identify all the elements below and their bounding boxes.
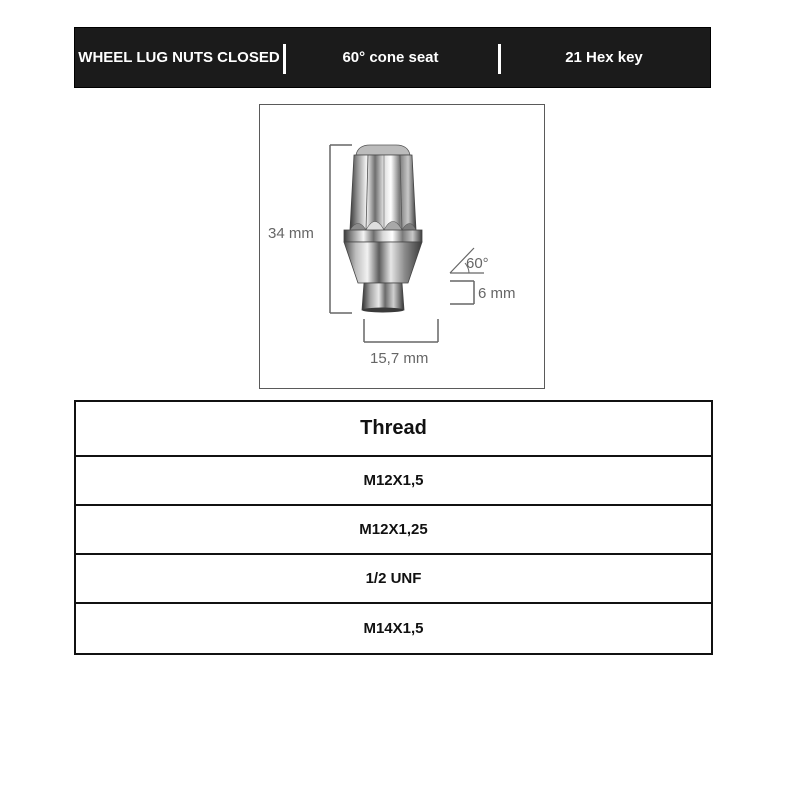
header-product-type-label: WHEEL LUG NUTS CLOSED: [78, 49, 280, 66]
width-label: 15,7 mm: [370, 350, 429, 367]
lug-nut-body: [344, 145, 422, 313]
table-row: 1/2 UNF: [76, 555, 711, 604]
angle-dimension: [450, 248, 489, 273]
header-separator: [498, 44, 501, 74]
spec-header-bar: [74, 27, 711, 88]
header-cell-hex-key: [498, 28, 710, 87]
product-image-frame: [259, 104, 545, 389]
seat-label: 6 mm: [478, 285, 516, 302]
header-separator: [283, 44, 286, 74]
header-hex-key-label: 21 Hex key: [565, 49, 643, 66]
height-label: 34 mm: [268, 225, 314, 242]
thread-table: [74, 400, 713, 655]
header-cell-seat: [283, 28, 498, 87]
width-dimension: [364, 319, 438, 367]
height-dimension: [268, 145, 352, 313]
angle-label: 60°: [466, 255, 489, 272]
seat-dimension: [450, 281, 516, 304]
table-row: M12X1,5: [76, 457, 711, 506]
lug-nut-diagram: [260, 105, 546, 390]
table-row: M12X1,25: [76, 506, 711, 555]
table-row: M14X1,5: [363, 620, 424, 637]
header-seat-label: 60° cone seat: [342, 49, 439, 66]
header-cell-product-type: [75, 28, 283, 87]
thread-table-header: Thread: [76, 402, 711, 457]
